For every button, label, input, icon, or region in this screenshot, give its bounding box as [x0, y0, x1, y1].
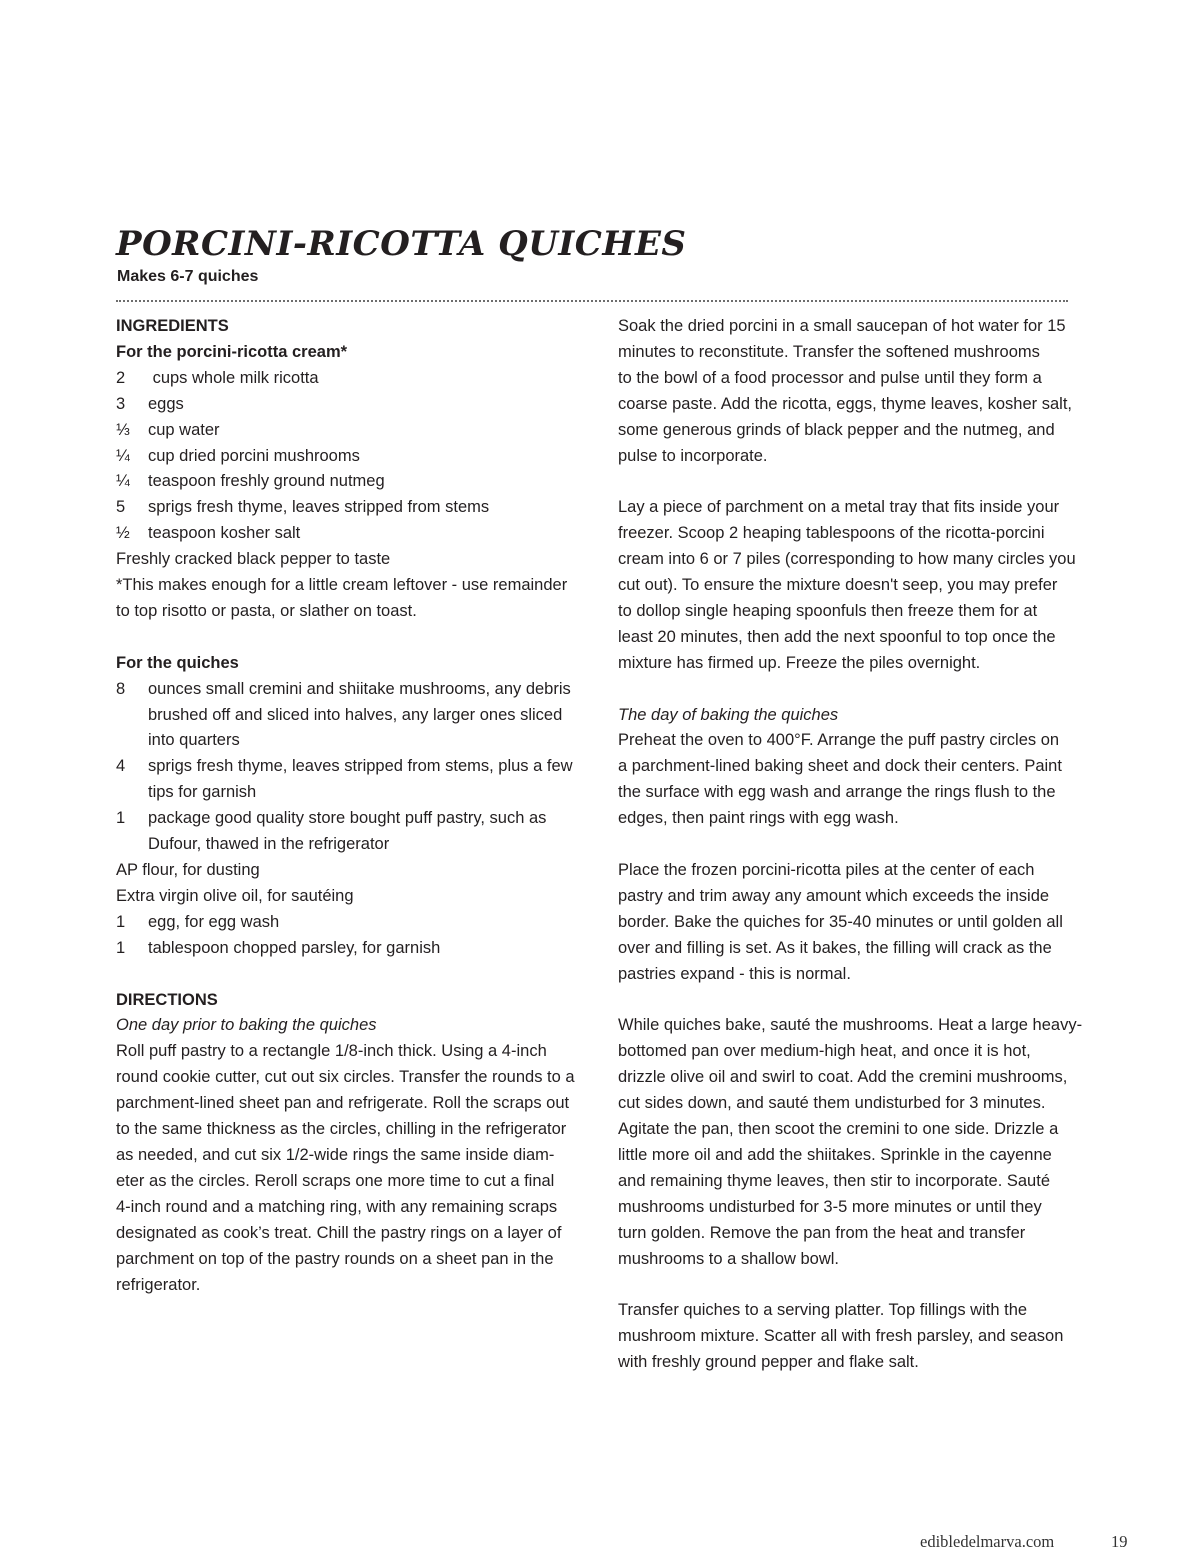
ingredient-qty: 3 — [116, 394, 126, 413]
direction-line: with freshly ground pepper and flake salt. — [618, 1353, 919, 1372]
direction-line: refrigerator. — [116, 1275, 201, 1294]
direction-line: parchment on top of the pastry rounds on a sheet pan in the — [116, 1249, 554, 1268]
direction-line: minutes to reconstitute. Transfer the softened mushrooms — [618, 342, 1040, 361]
direction-line: Place the frozen porcini-ricotta piles at the center of each — [618, 860, 1035, 879]
direction-line: mixture has firmed up. Freeze the piles overnight. — [618, 653, 981, 672]
direction-line: bottomed pan over medium-high heat, and once it is hot, — [618, 1042, 1031, 1061]
ingredient-item — [116, 936, 586, 962]
direction-line: Preheat the oven to 400°F. Arrange the puff pastry circles on — [618, 731, 1060, 750]
directions-heading: DIRECTIONS — [116, 990, 218, 1009]
direction-line: cut sides down, and sauté them undisturbed for 3 minutes. — [618, 1094, 1046, 1113]
direction-line: to the bowl of a food processor and pulse until they form a — [618, 368, 1042, 387]
direction-line: Agitate the pan, then scoot the cremini to one side. Drizzle a — [618, 1120, 1059, 1139]
ingredient-text: tablespoon chopped parsley, for garnish — [148, 938, 441, 957]
direction-line: over and filling is set. As it bakes, the filling will crack as the — [618, 938, 1052, 957]
cream-note-line: to top risotto or pasta, or slather on toast. — [116, 601, 417, 620]
ingredient-qty: 5 — [116, 498, 126, 517]
day-before-subheading: One day prior to baking the quiches — [116, 1016, 377, 1035]
recipe-title: PORCINI-RICOTTA QUICHES — [116, 224, 687, 264]
direction-line: border. Bake the quiches for 35-40 minutes or until golden all — [618, 912, 1063, 931]
right-column — [618, 314, 1088, 1376]
ingredient-text: package good quality store bought puff pastry, such as — [148, 809, 547, 828]
direction-line: parchment-lined sheet pan and refrigerate. Roll the scraps out — [116, 1094, 570, 1113]
direction-line: to the same thickness as the circles, chilling in the refrigerator — [116, 1120, 567, 1139]
direction-line: edges, then paint rings with egg wash. — [618, 809, 899, 828]
quiches-subheading: For the quiches — [116, 653, 239, 672]
direction-line: coarse paste. Add the ricotta, eggs, thyme leaves, kosher salt, — [618, 394, 1072, 413]
ingredient-text: cup water — [148, 420, 220, 439]
spacer — [618, 988, 1088, 1014]
ingredient-text: cups whole milk ricotta — [148, 368, 319, 387]
direction-line: pastry and trim away any amount which exceeds the inside — [618, 886, 1050, 905]
ingredient-text: cup dried porcini mushrooms — [148, 446, 360, 465]
direction-line: round cookie cutter, cut out six circles. Transfer the rounds to a — [116, 1068, 575, 1087]
direction-line: turn golden. Remove the pan from the heat and transfer — [618, 1223, 1026, 1242]
ingredient-text-continued: brushed off and sliced into halves, any larger ones sliced — [148, 705, 563, 724]
direction-line: least 20 minutes, then add the next spoonful to top once the — [618, 627, 1056, 646]
footer-site: edibledelmarva.com — [920, 1532, 1055, 1551]
direction-line: a parchment-lined baking sheet and dock their centers. Paint — [618, 757, 1062, 776]
recipe-yield: Makes 6-7 quiches — [117, 268, 259, 285]
ingredient-item — [116, 806, 586, 832]
ingredient-text-continued: Dufour, thawed in the refrigerator — [148, 835, 390, 854]
ingredient-item — [116, 469, 586, 495]
ingredient-qty: 1 — [116, 938, 126, 957]
ingredient-item — [116, 495, 586, 521]
direction-line: as needed, and cut six 1/2-wide rings the same inside diam- — [116, 1145, 555, 1164]
direction-line: freezer. Scoop 2 heaping tablespoons of the ricotta-porcini — [618, 524, 1045, 543]
ingredient-qty: ¼ — [116, 472, 130, 491]
flour-line: AP flour, for dusting — [116, 861, 260, 880]
ingredient-text: teaspoon freshly ground nutmeg — [148, 472, 385, 491]
ingredient-qty: ⅓ — [116, 420, 130, 439]
direction-line: 4-inch round and a matching ring, with any remaining scraps — [116, 1197, 558, 1216]
ingredient-qty: ¼ — [116, 446, 130, 465]
dotted-divider — [116, 300, 1068, 302]
spacer — [618, 832, 1088, 858]
ingredient-item — [116, 677, 586, 703]
ingredient-text: sprigs fresh thyme, leaves stripped from stems — [148, 498, 490, 517]
spacer — [116, 962, 586, 988]
ingredient-item — [116, 754, 586, 780]
ingredient-item — [116, 444, 586, 470]
ingredient-item — [116, 366, 586, 392]
direction-line: little more oil and add the shiitakes. Sprinkle in the cayenne — [618, 1145, 1052, 1164]
ingredient-qty: ½ — [116, 524, 130, 543]
direction-line: Roll puff pastry to a rectangle 1/8-inch thick. Using a 4-inch — [116, 1042, 547, 1061]
direction-line: designated as cook’s treat. Chill the pastry rings on a layer of — [116, 1223, 562, 1242]
direction-line: drizzle olive oil and swirl to coat. Add the cremini mushrooms, — [618, 1068, 1068, 1087]
ingredient-text-continued: into quarters — [148, 731, 240, 750]
ingredient-qty: 4 — [116, 757, 126, 776]
pepper-line: Freshly cracked black pepper to taste — [116, 550, 391, 569]
ingredient-item — [116, 910, 586, 936]
direction-line: Soak the dried porcini in a small saucepan of hot water for 15 — [618, 317, 1066, 335]
day-of-subheading: The day of baking the quiches — [618, 705, 839, 724]
direction-line: While quiches bake, sauté the mushrooms. Heat a large heavy- — [618, 1016, 1083, 1035]
cream-note-line: *This makes enough for a little cream leftover - use remainder — [116, 576, 568, 595]
direction-line: mushrooms undisturbed for 3-5 more minutes or until they — [618, 1197, 1042, 1216]
cream-subheading: For the porcini-ricotta cream* — [116, 342, 348, 361]
ingredient-qty: 8 — [116, 679, 126, 698]
ingredient-item — [116, 392, 586, 418]
ingredient-text: teaspoon kosher salt — [148, 524, 301, 543]
direction-line: Lay a piece of parchment on a metal tray that fits inside your — [618, 498, 1060, 517]
spacer — [116, 625, 586, 651]
direction-line: some generous grinds of black pepper and the nutmeg, and — [618, 420, 1055, 439]
ingredient-text-continued: tips for garnish — [148, 783, 257, 802]
direction-line: to dollop single heaping spoonfuls then freeze them for at — [618, 601, 1038, 620]
direction-line: and remaining thyme leaves, then stir to incorporate. Sauté — [618, 1171, 1050, 1190]
ingredient-text: sprigs fresh thyme, leaves stripped from stems, plus a few — [148, 757, 573, 776]
ingredient-item — [116, 418, 586, 444]
ingredient-qty: 2 — [116, 368, 126, 387]
page-number: 19 — [1111, 1532, 1128, 1551]
ingredients-heading: INGREDIENTS — [116, 317, 229, 335]
ingredient-text: eggs — [148, 394, 184, 413]
direction-line: mushrooms to a shallow bowl. — [618, 1249, 840, 1268]
spacer — [618, 1272, 1088, 1298]
ingredient-text: ounces small cremini and shiitake mushrooms, any debris — [148, 679, 571, 698]
direction-line: pulse to incorporate. — [618, 446, 768, 465]
left-column — [116, 314, 586, 1298]
ingredient-qty: 1 — [116, 809, 126, 828]
direction-line: pastries expand - this is normal. — [618, 964, 851, 983]
direction-line: cut out). To ensure the mixture doesn't seep, you may prefer — [618, 576, 1058, 595]
direction-line: the surface with egg wash and arrange the rings flush to the — [618, 783, 1056, 802]
spacer — [618, 677, 1088, 703]
direction-line: eter as the circles. Reroll scraps one more time to cut a final — [116, 1171, 555, 1190]
spacer — [618, 469, 1088, 495]
direction-line: Transfer quiches to a serving platter. Top fillings with the — [618, 1301, 1028, 1320]
direction-line: cream into 6 or 7 piles (corresponding to how many circles you — [618, 550, 1076, 569]
oil-line: Extra virgin olive oil, for sautéing — [116, 886, 354, 905]
ingredient-item — [116, 521, 586, 547]
ingredient-text: egg, for egg wash — [148, 912, 280, 931]
direction-line: mushroom mixture. Scatter all with fresh parsley, and season — [618, 1327, 1064, 1346]
ingredient-qty: 1 — [116, 912, 126, 931]
